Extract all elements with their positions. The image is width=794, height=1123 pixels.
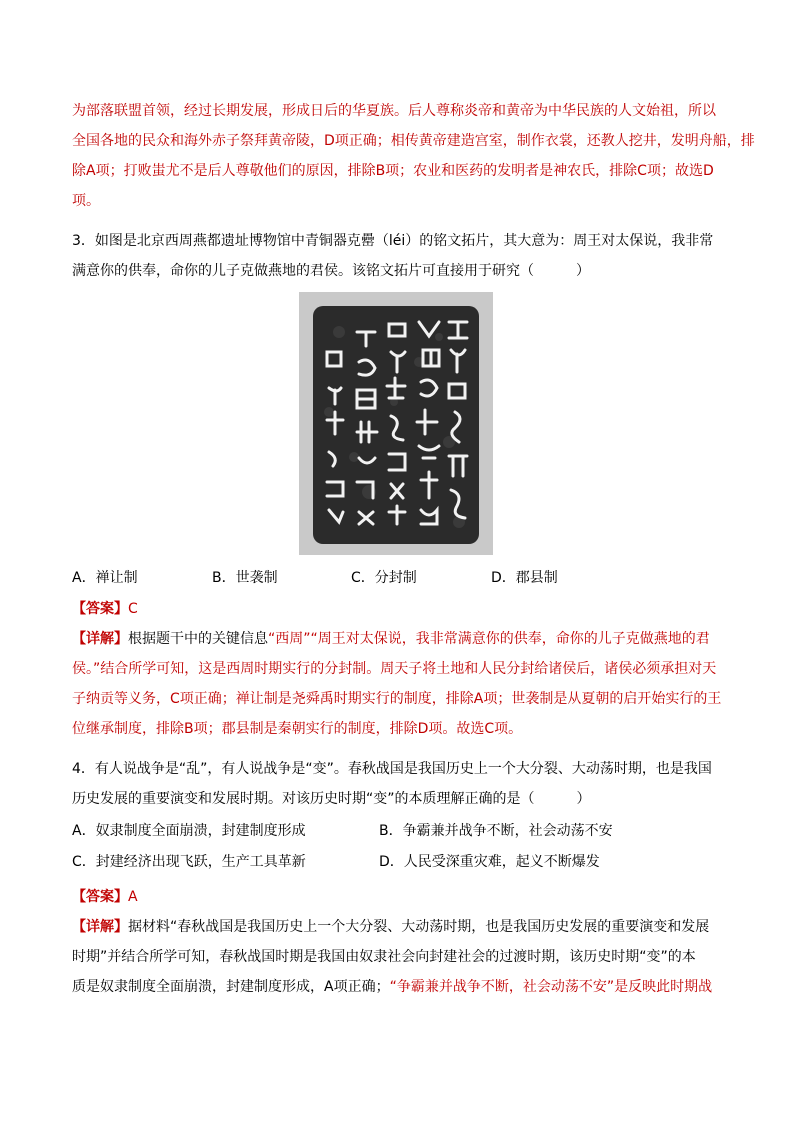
option-d[interactable]: D．郡县制 [491,570,558,586]
option-b[interactable]: B．争霸兼并战争不断，社会动荡不安 [379,823,613,839]
prev-explanation-line: 除A项；打败蚩尤不是后人尊敬他们的原因，排除B项；农业和医药的发明者是神农氏，排除C项；故选D [72,163,714,179]
question-3-answer-detail [72,594,728,744]
option-a[interactable]: A．奴隶制度全面崩溃，封建制度形成 [72,823,306,839]
detail-label: 【详解】 [72,631,128,647]
detail-line: 子纳贡等义务，C项正确；禅让制是尧舜禹时期实行的制度，排除A项；世袭制是从夏朝的启开始实行的王 [72,691,722,707]
option-d[interactable]: D．人民受深重灾难，起义不断爆发 [379,854,600,870]
option-a[interactable]: A．禅让制 [72,570,138,586]
prev-explanation-line: 项。 [72,193,100,209]
detail-text: “西周”“周王对太保说，我非常满意你的供奉，命你的儿子克做燕地的君 [268,631,710,647]
answer-value: A [128,889,138,905]
detail-line [72,972,728,1002]
detail-text: 根据题干中的关键信息 [128,631,268,647]
answer-value: C [128,601,138,617]
question-4-answer-detail [72,882,728,1002]
question-stem-line: 3．如图是北京西周燕都遗址博物馆中青铜器克罍（léi）的铭文拓片，其大意为：周王对太保说，我非常 [72,233,714,249]
question-4-stem [72,754,728,814]
question-3-stem [72,226,728,286]
option-b[interactable]: B．世袭制 [212,570,278,586]
detail-text: “争霸兼并战争不断，社会动荡不安”是反映此时期战 [389,979,713,995]
answer-line [72,882,728,912]
detail-line: 时期”并结合所学可知，春秋战国时期是我国由奴隶社会向封建社会的过渡时期，该历史时期“变”的本 [72,949,696,965]
question-3-options [72,563,752,593]
prev-explanation [72,96,755,216]
question-4-options [72,816,752,876]
detail-line [72,654,728,684]
detail-text: 侯。” [72,661,101,677]
prev-explanation-line: 为部落联盟首领，经过长期发展，形成日后的华夏族。后人尊称炎帝和黄帝为中华民族的人文始祖，所以 [72,103,716,119]
detail-text: 结合所学可知，这是西周时期实行的分封制。周天子将土地和人民分封给诸侯后，诸侯必须承担对天 [100,661,717,677]
answer-label: 【答案】 [72,889,128,905]
answer-label: 【答案】 [72,601,128,617]
option-c[interactable]: C．分封制 [351,570,417,586]
bronze-inscription-rubbing-image [299,292,493,555]
question-stem-line: 历史发展的重要演变和发展时期。对该历史时期“变”的本质理解正确的是（ ） [72,791,591,807]
answer-line [72,594,728,624]
rubbing-graphic [299,292,493,555]
detail-text: 据材料“春秋战国是我国历史上一个大分裂、大动荡时期，也是我国历史发展的重要演变和发展 [128,919,710,935]
prev-explanation-line: 全国各地的民众和海外赤子祭拜黄帝陵，D项正确；相传黄帝建造宫室，制作衣裳，还教人挖井，发明舟船，排 [72,133,755,149]
detail-line: 位继承制度，排除B项；郡县制是秦朝实行的制度，排除D项。故选C项。 [72,721,523,737]
detail-label: 【详解】 [72,919,128,935]
detail-text: 质是奴隶制度全面崩溃，封建制度形成，A项正确； [72,979,390,995]
question-stem-line: 4．有人说战争是“乱”，有人说战争是“变”。春秋战国是我国历史上一个大分裂、大动荡时期，也是我国 [72,761,712,777]
detail-line [72,624,728,654]
detail-line [72,912,728,942]
option-c[interactable]: C．封建经济出现飞跃，生产工具革新 [72,854,306,870]
question-stem-line: 满意你的供奉，命你的儿子克做燕地的君侯。该铭文拓片可直接用于研究（ ） [72,263,590,279]
